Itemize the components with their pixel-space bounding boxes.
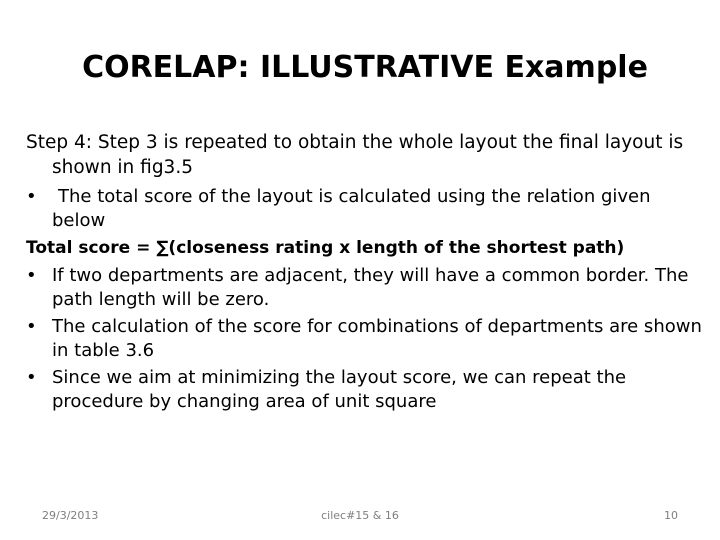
bullet-icon: •	[26, 186, 37, 207]
bullet-text: The calculation of the score for combinations of departments are shown in table 3.6	[52, 316, 702, 361]
bullet-item-total-score	[26, 185, 706, 233]
footer-date: 29/3/2013	[42, 509, 99, 522]
bullet-item-calculation	[26, 315, 706, 363]
slide-title: CORELAP: ILLUSTRATIVE Example	[82, 50, 648, 85]
bullet-icon: •	[26, 265, 37, 286]
bullet-icon: •	[26, 316, 37, 337]
slide-body	[26, 130, 706, 417]
bullet-item-adjacent	[26, 264, 706, 312]
footer-center-text: cilec#15 & 16	[321, 509, 399, 522]
bullet-text: Since we aim at minimizing the layout score, we can repeat the procedure by changing area of unit square	[52, 367, 627, 412]
bullet-list-bottom	[26, 264, 706, 414]
bullet-text: The total score of the layout is calculated using the relation given below	[52, 186, 651, 231]
total-score-formula: Total score = ∑(closeness rating x length of the shortest path)	[26, 238, 625, 258]
bullet-item-minimize	[26, 366, 706, 414]
bullet-icon: •	[26, 367, 37, 388]
bullet-list-top	[26, 185, 706, 233]
footer-page-number: 10	[664, 509, 678, 522]
step-4-text: Step 4: Step 3 is repeated to obtain the whole layout the final layout is shown in fig3.5	[26, 132, 684, 178]
bullet-text: If two departments are adjacent, they will have a common border. The path length will be zero.	[52, 265, 689, 310]
